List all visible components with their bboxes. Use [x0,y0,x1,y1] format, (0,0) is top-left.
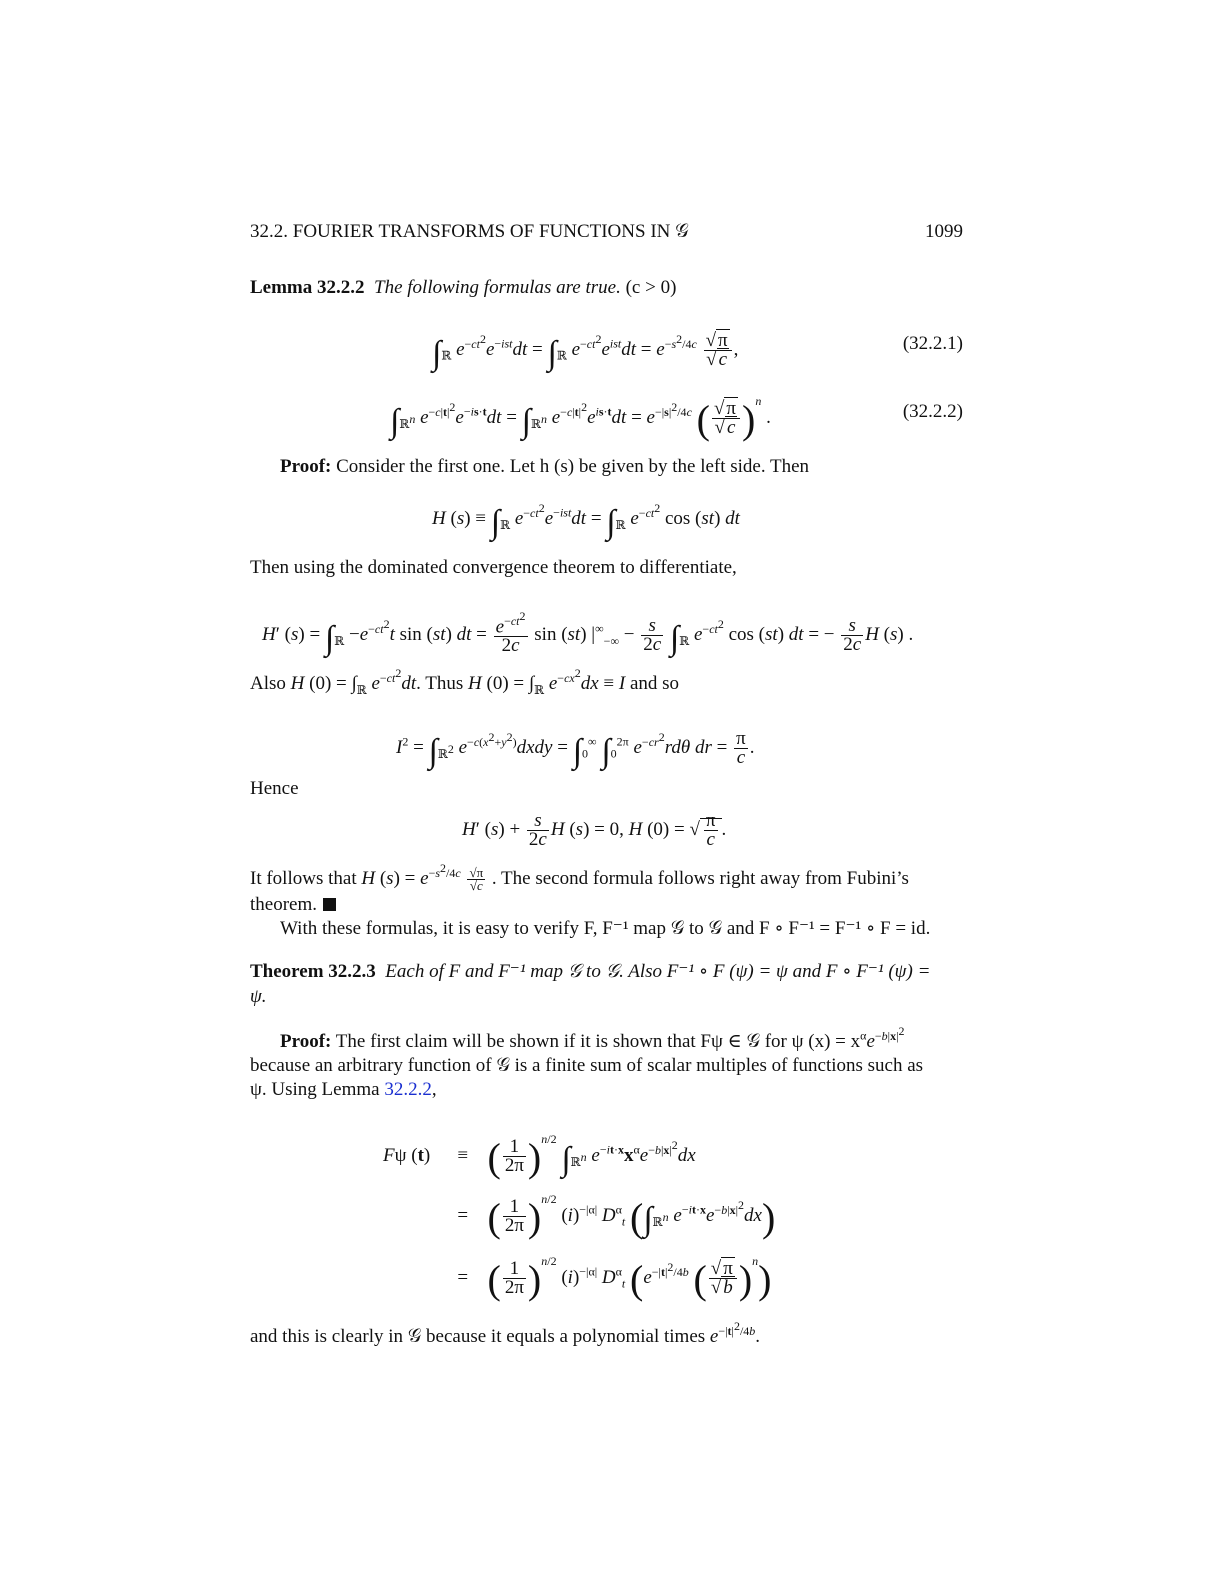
proof2-line-2: because an arbitrary function of 𝒢 is a finite sum of scalar multiples of functions such as [250,1055,924,1076]
and-so-text: and so [629,673,680,694]
comma: , [431,1079,437,1100]
lemma-text: The following formulas are true. [374,277,621,298]
follows-text: It follows that [250,868,357,889]
closing-text: and this is clearly in 𝒢 because it equals a polynomial times [250,1326,706,1347]
fubini-text: . The second formula follows right away from Fubini’s [491,868,909,889]
proof-intro [280,455,963,479]
lemma-statement [250,276,963,300]
theorem-line-1 [250,960,963,984]
theorem-word-line [250,893,963,917]
proof2-label: Proof: [280,1031,332,1052]
lemma-label: Lemma 32.2.2 [250,277,365,298]
dominated-convergence-text: Then using the dominated convergence theorem to differentiate, [250,557,737,578]
qed-square [323,898,336,911]
proof2-line-3 [250,1078,963,1102]
derivation-row-2: = ( $\frac{1}{2\pi}$ )$^{n/2}$ $(i)^{-|\alpha|}$ $D^\alpha_t$ ($\int_{ℝ^n}$ $e^{-it\cdot x}e^{-b|x|^2}dx$) [457,1191,776,1240]
theorem-statement-end: ψ. [250,986,267,1007]
proof-intro-text: Consider the first one. Let h (s) be given by the left side. Then [336,456,810,477]
equation-32-2-2: $\int_{ℝ^n}$ $e^{-c|t|^2}e^{-is\cdot t}dt = \int_{ℝ^n}$ $e^{-c|t|^2}e^{is\cdot t}dt = e^{-|s|^2/4c}$ ( $\frac{√ \pi}{√ c}$ )$^n$ . [390,393,771,442]
equation-number-1: (32.2.1) [902,333,963,354]
hence-text: Hence [250,778,299,799]
derivation-row-1: Fψ (t) ≡ ( $\frac{1}{2\pi}$ )$^{n/2}$ $\int_{ℝ^n}$ $e^{-it\cdot x}x^\alpha e^{-b|x|^2}dx$ [383,1131,696,1180]
running-header [250,220,963,244]
theorem-line-2 [250,985,963,1009]
also-text: Also [250,673,286,694]
also-line: Also H $(0) = \int_ℝ$ $e^{-ct^2}dt$. Thus H $(0) = \int_ℝ$ $e^{-cx^2}dx \equiv I$ and so [250,665,680,697]
equation-H-prime: H′ $(s) = \int_ℝ -e^{-ct^2}t$ sin (st) dt = $\frac{e^{-ct^2}}{2c}$ sin (st) $|^\infty_{-\infty}$ − $\frac{s}{2c}$ $\int_ℝ$ $e^{-ct^2}$ cos (st) dt = − $\frac{s}{2c}$ H (s) . [262,609,914,658]
theorem-statement: Each of F and F⁻¹ map 𝒢 to 𝒢. Also F⁻¹ ∘ F (ψ) = ψ and F ∘ F⁻¹ (ψ) = [385,961,931,982]
closing-line: and this is clearly in 𝒢 because it equals a polynomial times $e^{-|t|^2/4b}$. [250,1318,761,1347]
equation-32-2-1: $\int_ℝ$ $e^{-ct^2}e^{-ist}dt = \int_ℝ$ $e^{-ct^2}e^{ist}dt = e^{-s^2/4c}$ $\frac{√ \pi}{√ c}$ , [432,330,739,372]
equation-I-squared: $I^2 = \int_{ℝ^2}$ $e^{-c(x^2+y^2)}dxdy = \int_0^\infty$ $\int_0^{2\pi}$ $e^{-cr^2}rd\theta$ dr = $\frac{\pi}{c}$ . [396,728,755,770]
thus-text: Thus [425,673,464,694]
using-lemma-text: ψ. Using Lemma [250,1079,380,1100]
with-formulas-text: With these formulas, it is easy to verify F, F⁻¹ map 𝒢 to 𝒢 and F ∘ F⁻¹ = F⁻¹ ∘ F = id. [280,918,931,939]
equation-H-definition: H $(s) \equiv \int_ℝ$ $e^{-ct^2}e^{-ist}dt = \int_ℝ$ $e^{-ct^2}$ cos (st) dt [432,500,740,541]
proof2-text-a: The first claim will be shown if it is shown that Fψ ∈ 𝒢 for ψ (x) = x [335,1031,861,1052]
theorem-word: theorem. [250,894,318,915]
lemma-link[interactable]: 32.2.2 [384,1079,432,1100]
follows-line: It follows that H $(s) = e^{-s^2/4c}$ $\frac{√\pi}{√c}$ . The second formula follows right away from Fubini’s [250,860,909,894]
equation-number-2: (32.2.2) [902,401,963,422]
proof2-line-1: Proof: The first claim will be shown if it is shown that Fψ ∈ 𝒢 for ψ $(x) = x^\alpha e^{-b|x|^2}$ [280,1023,905,1052]
page-number: 1099 [925,221,963,242]
running-title: 32.2. FOURIER TRANSFORMS OF FUNCTIONS IN 𝒢 [250,221,689,242]
proof-label: Proof: [280,456,332,477]
theorem-label: Theorem 32.2.3 [250,961,376,982]
equation-ode: H′ (s) + $\frac{s}{2c}$ H (s) = 0, H (0) = √ $\frac{\pi}{c}$ . [462,810,727,850]
derivation-row-3: = ( $\frac{1}{2\pi}$ )$^{n/2}$ $(i)^{-|\alpha|}$ $D^\alpha_t$ ($e^{-|t|^2/4b}$ ( $\frac{√ \pi}{√ b}$ )$^n$) [457,1253,772,1302]
lemma-condition: (c > 0) [625,277,677,298]
